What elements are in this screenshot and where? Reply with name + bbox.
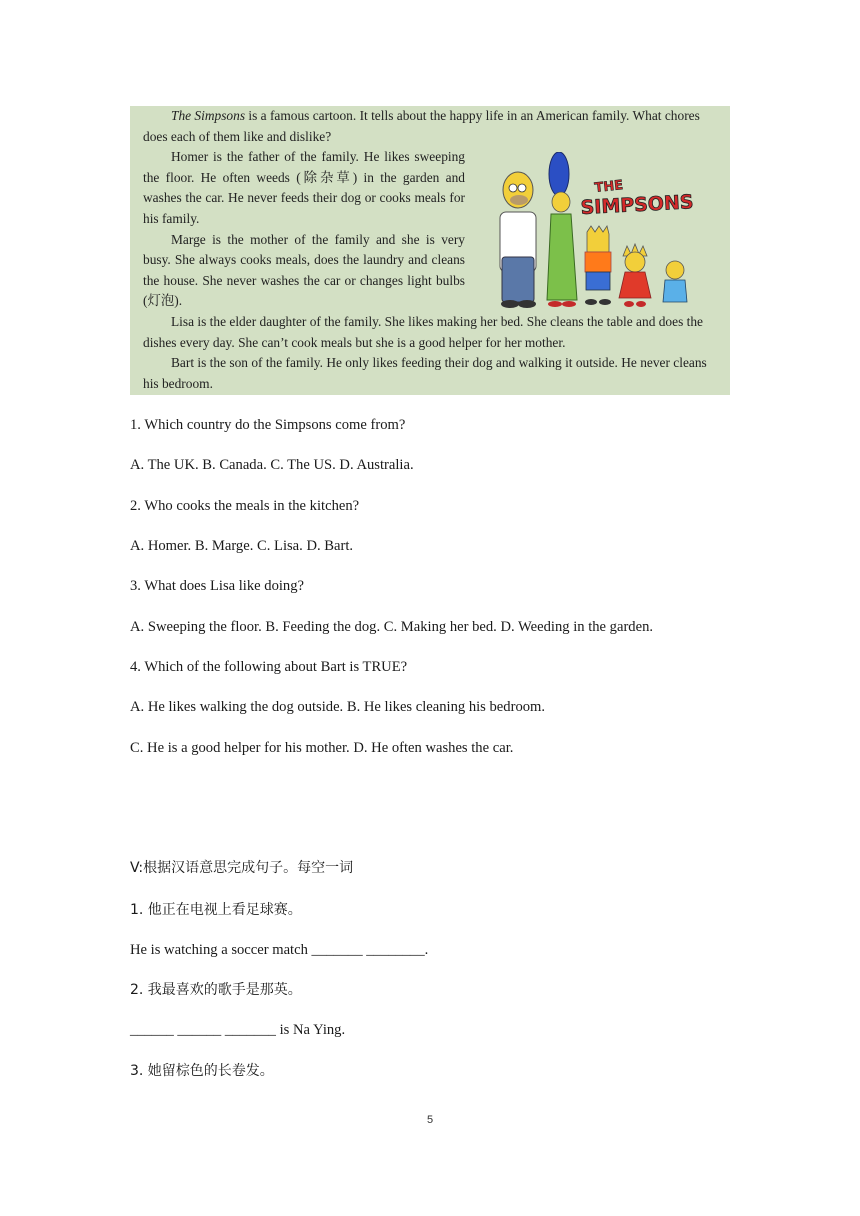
svg-text:THE: THE <box>593 178 624 196</box>
svg-text:SIMPSONS: SIMPSONS <box>580 191 695 219</box>
simpsons-family-illustration <box>495 152 705 312</box>
question-1: 1. Which country do the Simpsons come from? <box>130 417 406 433</box>
bart-figure <box>585 226 611 305</box>
question-4: 4. Which of the following about Bart is TRUE? <box>130 659 408 675</box>
question-2: 2. Who cooks the meals in the kitchen? <box>130 498 360 514</box>
passage-intro-text: is a famous cartoon. It tells about the happy life in an American family. What chores does each of them like and dislike? <box>143 108 700 144</box>
page-number: 5 <box>426 1114 434 1126</box>
passage-marge: Marge is the mother of the family and she is very busy. She always cooks meals, does the laundry and cleans the house. She never washes the car or changes light bulbs (灯泡). <box>143 231 465 309</box>
marge-figure <box>547 152 577 307</box>
question-4-options-line-2: C. He is a good helper for his mother. D. He often washes the car. <box>130 740 514 756</box>
passage-title: The Simpsons <box>171 108 246 123</box>
section-5-heading: V:根据汉语意思完成句子。每空一词 <box>130 860 354 876</box>
passage-intro <box>143 106 717 147</box>
reading-passage <box>130 106 730 395</box>
question-3: 3. What does Lisa like doing? <box>130 578 305 594</box>
homer-figure <box>500 172 536 308</box>
passage-bart: Bart is the son of the family. He only likes feeding their dog and walking it outside. He never cleans his bedroom. <box>143 355 707 391</box>
sentence-3-chinese: 3. 她留棕色的长卷发。 <box>130 1063 274 1079</box>
question-1-options: A. The UK. B. Canada. C. The US. D. Australia. <box>130 457 414 473</box>
question-4-options-line-1: A. He likes walking the dog outside. B. He likes cleaning his bedroom. <box>130 699 546 715</box>
sentence-1-chinese: 1. 他正在电视上看足球赛。 <box>130 902 302 918</box>
passage-lisa: Lisa is the elder daughter of the family. She likes making her bed. She cleans the table and does the dishes every day. She can’t cook meals but she is a good helper for her mother. <box>143 313 703 350</box>
question-2-options: A. Homer. B. Marge. C. Lisa. D. Bart. <box>130 538 354 554</box>
sentence-2-english: ______ ______ _______ is Na Ying. <box>130 1022 346 1038</box>
simpsons-logo <box>580 178 694 219</box>
sentence-1-english: He is watching a soccer match _______ ________. <box>130 942 429 958</box>
sentence-2-chinese: 2. 我最喜欢的歌手是那英。 <box>130 982 302 998</box>
maggie-figure <box>663 261 687 302</box>
passage-homer: Homer is the father of the family. He likes sweeping the floor. He often weeds (除杂草) in the garden and washes the car. He never feeds their dog or cooks meals for his family. <box>143 149 465 226</box>
lisa-figure <box>619 244 651 307</box>
question-3-options: A. Sweeping the floor. B. Feeding the dog. C. Making her bed. D. Weeding in the garden. <box>130 619 654 635</box>
